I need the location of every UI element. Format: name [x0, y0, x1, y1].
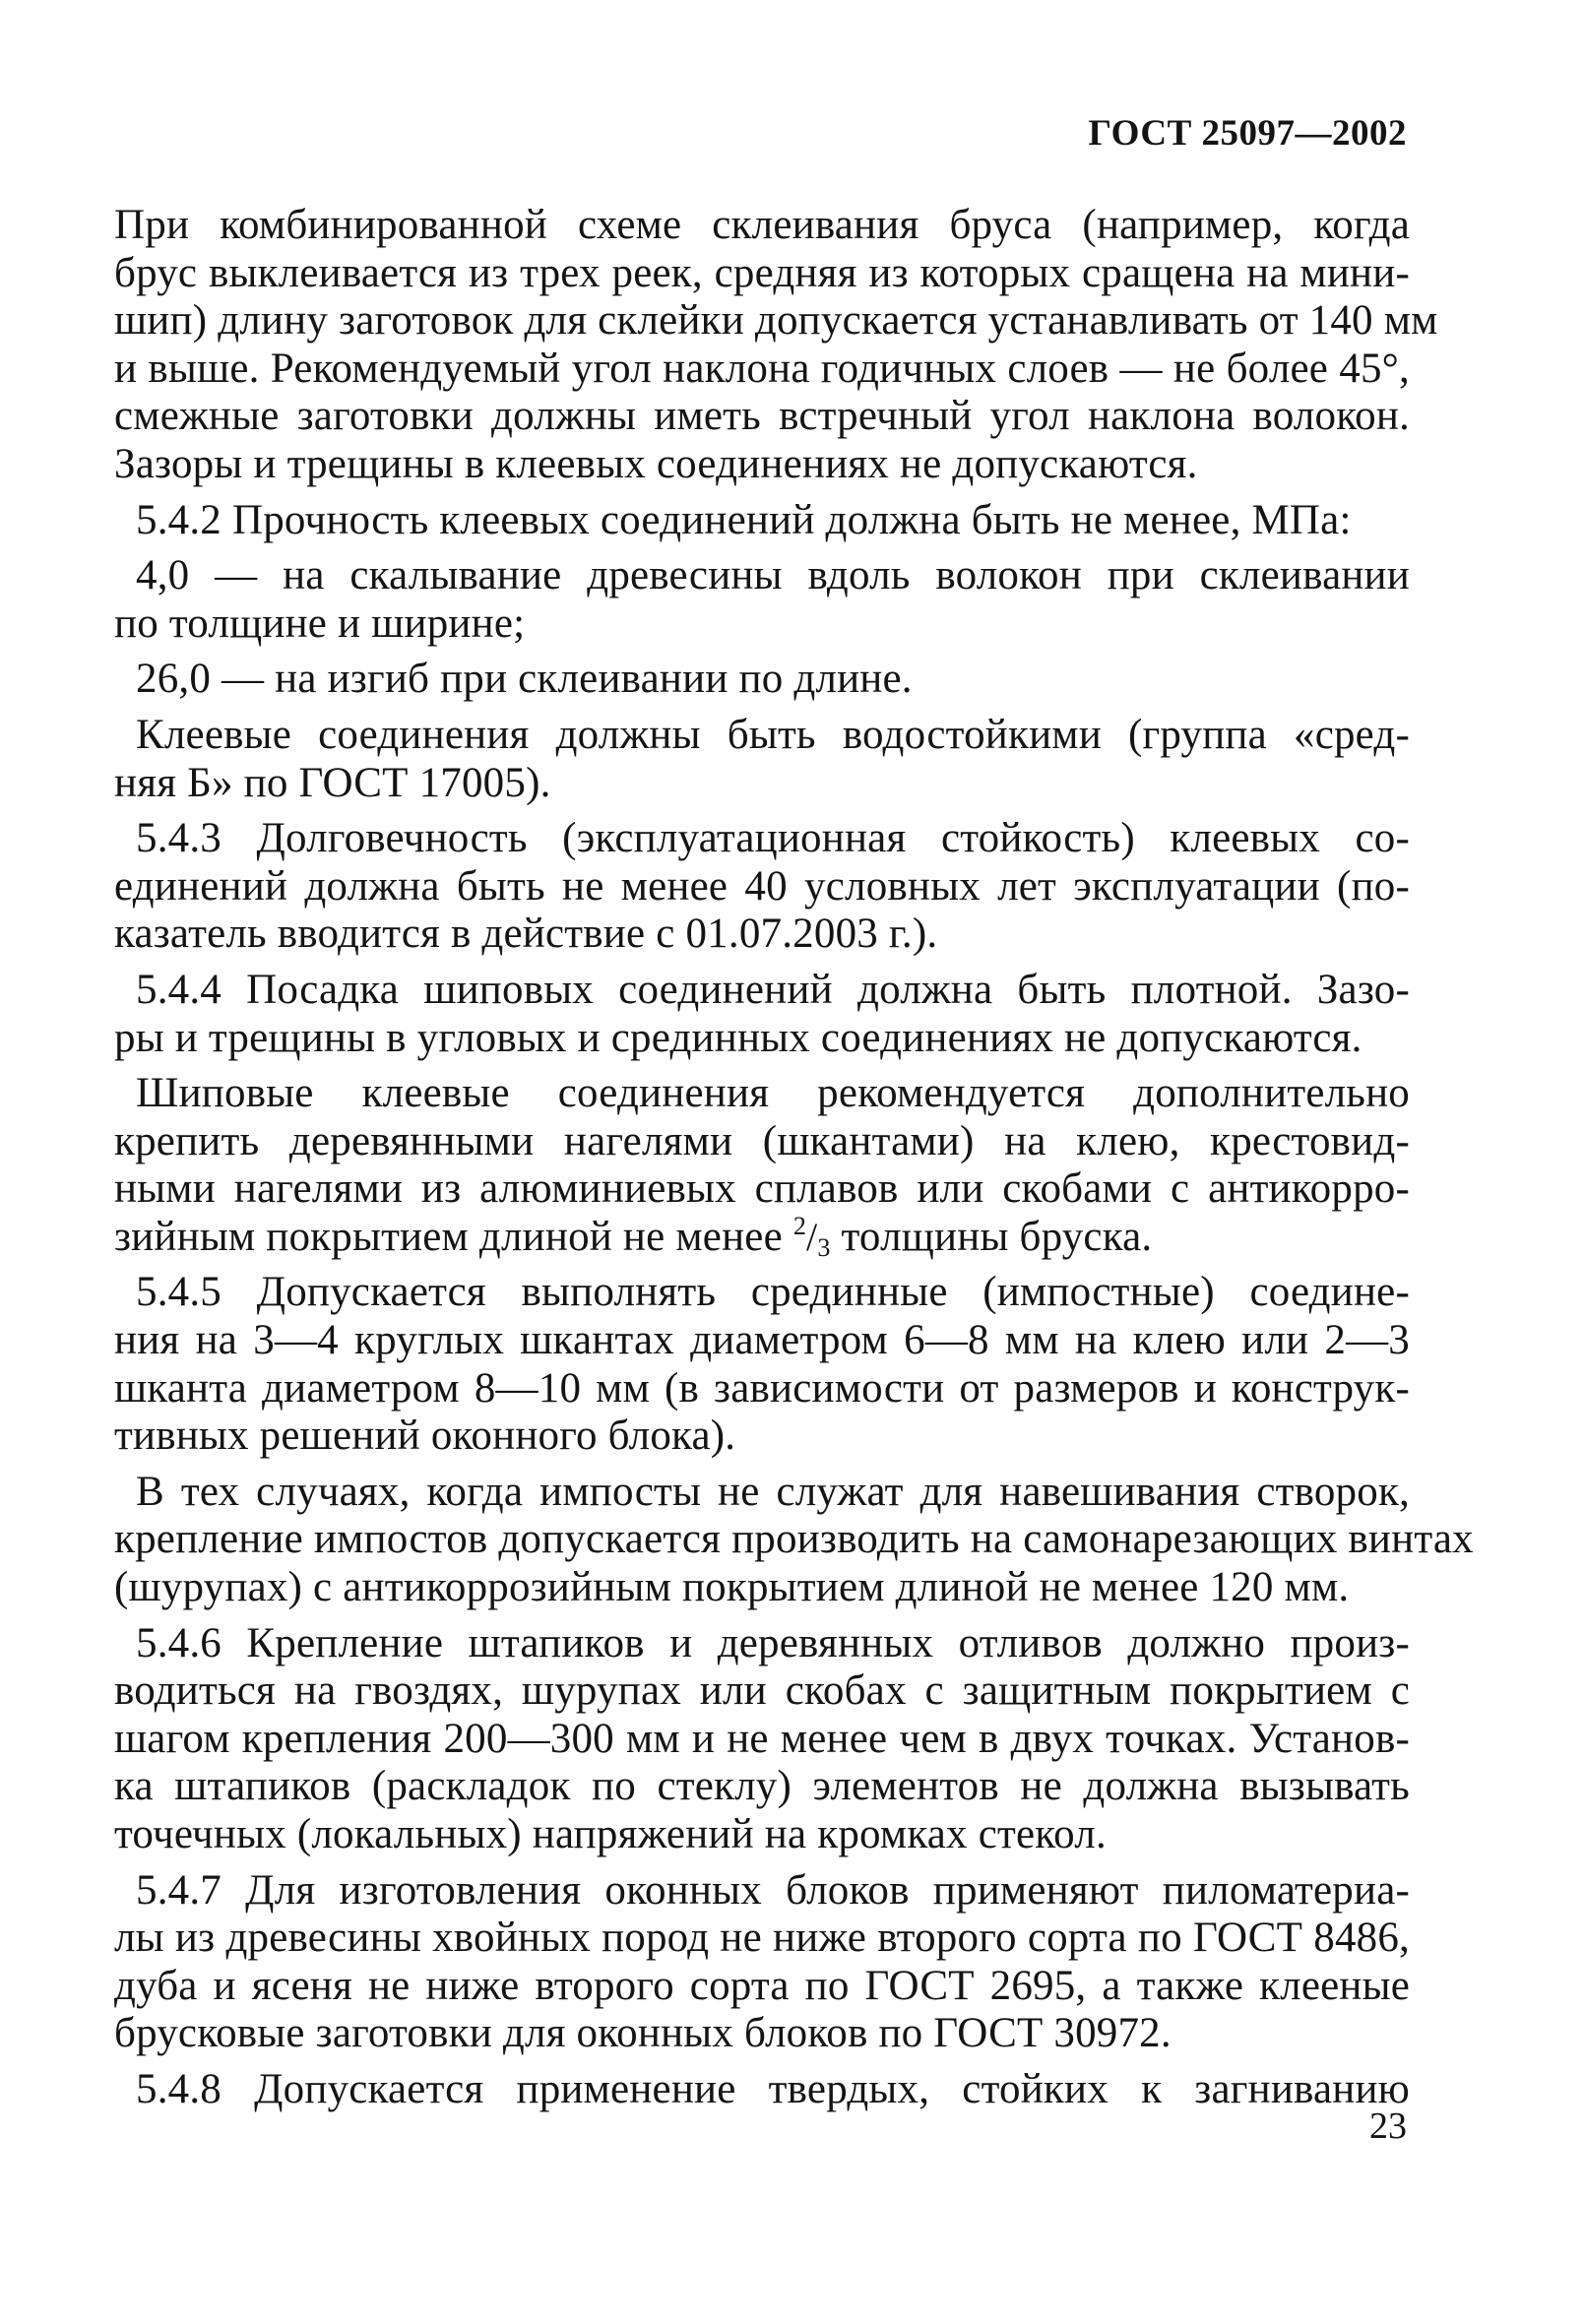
body-text	[114, 202, 1474, 2122]
text-line: 5.4.6 Крепление штапиков и деревянных отливов должно произ-	[136, 1619, 1410, 1666]
text-line: тивных решений оконного блока).	[114, 1413, 736, 1460]
text-line: ры и трещины в угловых и срединных соединениях не допускаются.	[114, 1014, 1362, 1061]
text-line: казатель вводится в действие с 01.07.2003 г.).	[114, 911, 938, 958]
text-line: 5.4.7 Для изготовления оконных блоков применяют пиломатериа-	[136, 1866, 1410, 1914]
text-line: Зазоры и трещины в клеевых соединениях не допускаются.	[114, 440, 1198, 487]
text-line: 5.4.4 Посадка шиповых соединений должна быть плотной. Зазо-	[136, 966, 1410, 1013]
page-number: 23	[1369, 2105, 1407, 2147]
text-line: (шурупах) с антикоррозийным покрытием длиной не менее 120 мм.	[114, 1564, 1350, 1611]
text-line: по толщине и ширине;	[114, 599, 526, 647]
paragraph	[114, 552, 1410, 648]
paragraph	[114, 2066, 1410, 2114]
fraction-denominator: 3	[817, 1232, 831, 1262]
text-line: ными нагелями из алюминиевых сплавов или скобами с антикорро-	[114, 1165, 1410, 1213]
text-line: дуба и ясеня не ниже второго сорта по ГОСТ 2695, а также клееные	[114, 1962, 1410, 2009]
paragraph	[114, 656, 1410, 704]
paragraph	[114, 202, 1438, 489]
text-line: крепить деревянными нагелями (шкантами) на клею, крестовид-	[114, 1117, 1410, 1164]
paragraph	[114, 1867, 1410, 2058]
text-line: В тех случаях, когда импосты не служат для навешивания створок,	[136, 1468, 1410, 1515]
text-line: При комбинированной схеме склеивания бруса (например, когда	[114, 202, 1410, 248]
text-line: точечных (локальных) напряжений на кромках стекол.	[114, 1811, 1107, 1857]
text-line: 5.4.3 Долговечность (эксплуатационная стойкость) клеевых со-	[136, 815, 1410, 862]
text-line: Клеевые соединения должны быть водостойкими (группа «сред-	[136, 711, 1410, 758]
paragraph	[114, 967, 1410, 1062]
fraction: $^2/_3$	[792, 1211, 831, 1262]
text-line: крепление импостов допускается производить на самонарезающих винтах	[114, 1516, 1474, 1563]
standard-header: ГОСТ 25097—2002	[1088, 113, 1407, 154]
paragraph	[114, 497, 1410, 545]
text-line: ка штапиков (раскладок по стеклу) элементов не должна вызывать	[114, 1763, 1410, 1810]
text-line: ния на 3—4 круглых шкантах диаметром 6—8 мм на клею или 2—3	[114, 1317, 1410, 1364]
text-line-with-fraction	[114, 1211, 1410, 1262]
text-line: 4,0 — на скалывание древесины вдоль волокон при склеивании	[136, 552, 1410, 599]
text-line: лы из древесины хвойных пород не ниже второго сорта по ГОСТ 8486,	[114, 1915, 1410, 1962]
text-line: 5.4.2 Прочность клеевых соединений должна быть не менее, МПа:	[136, 496, 1352, 543]
text-line: и выше. Рекомендуемый угол наклона годичных слоев — не более 45°,	[114, 345, 1410, 392]
text-line: шип) длину заготовок для склейки допускается устанавливать от 140 мм	[114, 297, 1438, 345]
text-line: няя Б» по ГОСТ 17005).	[114, 759, 551, 806]
paragraph	[114, 1070, 1410, 1261]
text-line: брусковые заготовки для оконных блоков по ГОСТ 30972.	[114, 2010, 1172, 2057]
text-fragment: толщины бруска.	[830, 1213, 1153, 1260]
text-line: смежные заготовки должны иметь встречный угол наклона волокон.	[114, 393, 1410, 440]
fraction-numerator: 2	[792, 1211, 807, 1240]
paragraph	[114, 1468, 1474, 1612]
text-line: шканта диаметром 8—10 мм (в зависимости от размеров и конструк-	[114, 1364, 1410, 1412]
text-fragment: зийным покрытием длиной не менее	[114, 1213, 793, 1260]
text-line: 5.4.5 Допускается выполнять срединные (импостные) соедине-	[136, 1269, 1410, 1316]
text-line: Шиповые клеевые соединения рекомендуется дополнительно	[136, 1070, 1410, 1117]
text-line: водиться на гвоздях, шурупах или скобах с защитным покрытием с	[114, 1667, 1410, 1715]
text-line: единений должна быть не менее 40 условных лет эксплуатации (по-	[114, 862, 1410, 910]
text-line: брус выклеивается из трех реек, средняя из которых сращена на мини-	[114, 249, 1410, 296]
paragraph	[114, 1269, 1410, 1460]
text-line: 26,0 — на изгиб при склеивании по длине.	[136, 656, 913, 703]
paragraph	[114, 712, 1410, 807]
paragraph	[114, 815, 1410, 959]
paragraph	[114, 1620, 1410, 1859]
text-line: 5.4.8 Допускается применение твердых, стойких к загниванию	[136, 2065, 1410, 2112]
text-line: шагом крепления 200—300 мм и не менее чем в двух точках. Установ-	[114, 1715, 1410, 1762]
